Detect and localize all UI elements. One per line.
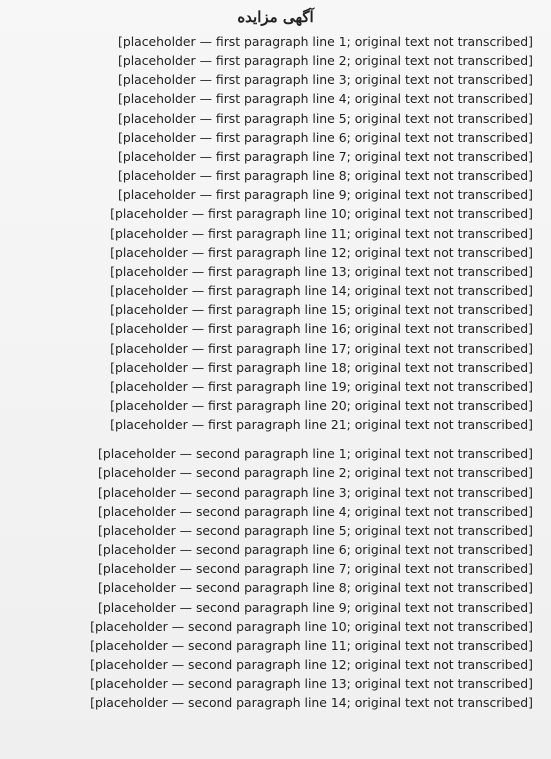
notice-line: [placeholder — first paragraph line 6; original text not transcribed]	[118, 129, 533, 145]
notice-paragraph-2	[18, 444, 533, 712]
notice-line: [placeholder — first paragraph line 8; original text not transcribed]	[118, 168, 533, 184]
notice-line: [placeholder — first paragraph line 3; original text not transcribed]	[118, 72, 533, 88]
notice-line: [placeholder — first paragraph line 21; original text not transcribed]	[110, 417, 533, 433]
notice-line: [placeholder — first paragraph line 11; original text not transcribed]	[110, 225, 533, 241]
notice-line: [placeholder — second paragraph line 12; original text not transcribed]	[90, 657, 533, 672]
notice-line: [placeholder — first paragraph line 20; original text not transcribed]	[110, 397, 533, 413]
notice-line: [placeholder — second paragraph line 10; original text not transcribed]	[90, 618, 533, 634]
paragraph-divider	[18, 434, 533, 444]
notice-line: [placeholder — second paragraph line 13; original text not transcribed]	[90, 676, 533, 692]
notice-line: [placeholder — first paragraph line 4; original text not transcribed]	[118, 91, 533, 107]
notice-line: [placeholder — second paragraph line 11; original text not transcribed]	[90, 637, 533, 653]
notice-line: [placeholder — first paragraph line 5; original text not transcribed]	[118, 110, 533, 126]
notice-line: [placeholder — first paragraph line 12; original text not transcribed]	[110, 244, 533, 260]
notice-line: [placeholder — second paragraph line 6; original text not transcribed]	[98, 542, 533, 558]
notice-line: [placeholder — first paragraph line 17; original text not transcribed]	[110, 340, 533, 356]
notice-line: [placeholder — second paragraph line 1; original text not transcribed]	[98, 446, 533, 462]
notice-line: [placeholder — first paragraph line 1; original text not transcribed]	[118, 34, 533, 49]
notice-line: [placeholder — first paragraph line 9; original text not transcribed]	[118, 187, 533, 203]
notice-line: [placeholder — first paragraph line 10; original text not transcribed]	[110, 206, 533, 222]
notice-line: [placeholder — first paragraph line 14; original text not transcribed]	[110, 283, 533, 299]
notice-line: [placeholder — second paragraph line 3; original text not transcribed]	[98, 484, 533, 500]
notice-line: [placeholder — first paragraph line 19; original text not transcribed]	[110, 378, 533, 394]
notice-line: [placeholder — first paragraph line 7; original text not transcribed]	[118, 148, 533, 164]
notice-line: [placeholder — first paragraph line 2; original text not transcribed]	[118, 53, 533, 69]
notice-line: [placeholder — first paragraph line 13; original text not transcribed]	[110, 263, 533, 279]
notice-line: [placeholder — second paragraph line 9; original text not transcribed]	[98, 599, 533, 615]
notice-line: [placeholder — second paragraph line 4; original text not transcribed]	[98, 503, 533, 519]
notice-line: [placeholder — first paragraph line 16; original text not transcribed]	[110, 321, 533, 337]
notice-line: [placeholder — second paragraph line 14; original text not transcribed]	[90, 695, 533, 711]
notice-line: [placeholder — second paragraph line 5; original text not transcribed]	[98, 522, 533, 538]
notice-line: [placeholder — first paragraph line 15; original text not transcribed]	[110, 302, 533, 318]
notice-line: [placeholder — second paragraph line 8; original text not transcribed]	[98, 580, 533, 596]
notice-line: [placeholder — second paragraph line 7; original text not transcribed]	[98, 561, 533, 577]
notice-line: [placeholder — first paragraph line 18; original text not transcribed]	[110, 359, 533, 375]
notice-line: [placeholder — second paragraph line 2; original text not transcribed]	[98, 465, 533, 481]
notice-title: آگهی مزایده	[237, 8, 314, 26]
notice-paragraph-1	[18, 32, 533, 434]
